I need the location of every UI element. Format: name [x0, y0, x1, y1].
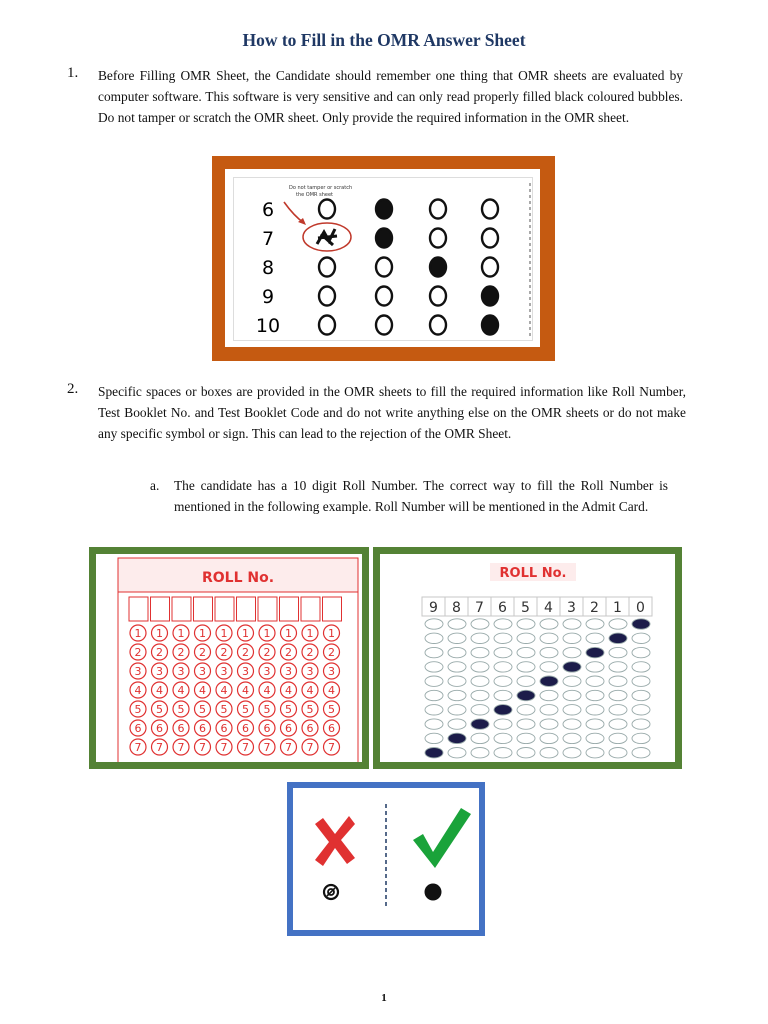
empty-roll-bubble	[586, 690, 604, 700]
empty-roll-bubble	[471, 676, 489, 686]
filled-bubble	[430, 258, 446, 277]
roll-bubble-digit: 6	[134, 722, 142, 735]
empty-roll-bubble	[494, 748, 512, 758]
written-roll-digit: 6	[498, 600, 507, 616]
cross-icon	[315, 816, 355, 866]
empty-roll-bubble	[517, 733, 535, 743]
roll-bubble-digit: 1	[156, 627, 163, 640]
written-roll-digit: 8	[452, 600, 461, 616]
empty-roll-bubble	[586, 619, 604, 629]
empty-bubble	[482, 229, 498, 248]
empty-roll-bubble	[517, 748, 535, 758]
filled-roll-bubble	[609, 633, 627, 643]
empty-roll-bubble	[448, 719, 466, 729]
empty-roll-bubble	[448, 705, 466, 715]
filled-roll-bubble	[448, 733, 466, 743]
written-roll-digit: 1	[613, 600, 622, 616]
roll-bubble-digit: 3	[328, 665, 335, 678]
empty-bubble	[319, 200, 335, 219]
roll-no-blank-svg	[96, 554, 362, 762]
empty-roll-bubble	[540, 748, 558, 758]
filled-roll-bubble	[425, 748, 443, 758]
empty-roll-bubble	[540, 690, 558, 700]
empty-roll-bubble	[494, 647, 512, 657]
row-label-8: 8	[261, 257, 275, 279]
empty-roll-bubble	[471, 748, 489, 758]
empty-roll-bubble	[494, 690, 512, 700]
roll-bubble-digit: 5	[156, 703, 163, 716]
empty-roll-bubble	[540, 705, 558, 715]
empty-roll-bubble	[517, 647, 535, 657]
empty-roll-bubble	[448, 690, 466, 700]
roll-bubble-digit: 7	[156, 741, 163, 754]
roll-bubble-digit: 2	[156, 646, 163, 659]
item-2a-text: The candidate has a 10 digit Roll Number. The correct way to fill the Roll Number is mentioned in the following example. Roll Number will be mentioned in the Admit Card.	[174, 478, 668, 514]
roll-bubble-digit: 1	[263, 627, 271, 640]
empty-roll-bubble	[471, 633, 489, 643]
page-number: 1	[381, 992, 387, 1004]
roll-bubble-digit: 2	[220, 646, 228, 659]
item-1-text: Before Filling OMR Sheet, the Candidate should remember one thing that OMR sheets are evaluated by computer software. This software is very sensitive and can only read properly filled black coloured bubbles. Do not tamper or scratch the OMR sheet. Only provide the required information in the OMR sheet.	[98, 68, 683, 125]
roll-bubble-digit: 4	[306, 684, 314, 697]
empty-roll-bubble	[517, 719, 535, 729]
empty-roll-bubble	[586, 748, 604, 758]
item-1-number: 1.	[67, 65, 79, 81]
roll-bubble-digit: 6	[263, 722, 271, 735]
empty-roll-bubble	[448, 676, 466, 686]
roll-bubble-digit: 5	[177, 703, 185, 716]
empty-roll-bubble	[563, 633, 581, 643]
roll-bubble-digit: 7	[199, 741, 206, 754]
roll-bubble-digit: 6	[177, 722, 185, 735]
empty-roll-bubble	[609, 676, 627, 686]
roll-bubble-digit: 6	[242, 722, 249, 735]
empty-roll-bubble	[494, 719, 512, 729]
empty-roll-bubble	[563, 676, 581, 686]
roll-bubble-digit: 7	[285, 741, 292, 754]
roll-bubble-digit: 4	[156, 684, 163, 697]
empty-roll-bubble	[425, 719, 443, 729]
empty-roll-bubble	[586, 705, 604, 715]
item-2-text: Specific spaces or boxes are provided in the OMR sheets to fill the required information like Roll Number, Test Booklet No. and Test Booklet Code and do not write anything else on the OMR sheets or do not make any specific symbol or sign. This can lead to the rejection of the OMR Sheet.	[98, 384, 686, 441]
empty-roll-bubble	[471, 690, 489, 700]
roll-bubble-digit: 3	[199, 665, 206, 678]
empty-bubble	[430, 200, 446, 219]
empty-roll-bubble	[563, 719, 581, 729]
roll-bubble-digit: 5	[306, 703, 314, 716]
empty-roll-bubble	[632, 690, 650, 700]
roll-bubble-digit: 4	[242, 684, 249, 697]
filled-bubble	[376, 229, 392, 248]
empty-roll-bubble	[632, 748, 650, 758]
roll-bubble-digit: 5	[263, 703, 271, 716]
empty-roll-bubble	[471, 619, 489, 629]
empty-roll-bubble	[448, 619, 466, 629]
mark-comparison-panel	[293, 788, 479, 930]
empty-roll-bubble	[425, 633, 443, 643]
roll-bubble-digit: 4	[285, 684, 292, 697]
filled-roll-bubble	[471, 719, 489, 729]
empty-roll-bubble	[563, 619, 581, 629]
roll-bubble-digit: 2	[134, 646, 142, 659]
empty-roll-bubble	[471, 662, 489, 672]
omr-bubble-figure-inner	[225, 169, 540, 347]
roll-digit-box	[323, 597, 342, 621]
empty-roll-bubble	[425, 690, 443, 700]
empty-roll-bubble	[448, 633, 466, 643]
empty-bubble	[482, 200, 498, 219]
filled-roll-bubble	[563, 662, 581, 672]
roll-bubble-digit: 3	[242, 665, 249, 678]
roll-digit-box	[280, 597, 299, 621]
empty-roll-bubble	[540, 733, 558, 743]
roll-bubble-digit: 5	[199, 703, 206, 716]
roll-bubble-digit: 4	[328, 684, 335, 697]
roll-bubble-digit: 4	[177, 684, 185, 697]
annotation-line-2: the OMR sheet	[296, 192, 333, 198]
roll-bubble-digit: 7	[328, 741, 335, 754]
empty-roll-bubble	[609, 748, 627, 758]
empty-roll-bubble	[494, 733, 512, 743]
roll-bubble-digit: 2	[285, 646, 292, 659]
empty-roll-bubble	[609, 647, 627, 657]
roll-bubble-digit: 2	[242, 646, 249, 659]
empty-roll-bubble	[471, 733, 489, 743]
roll-no-filled-svg	[380, 554, 675, 762]
empty-roll-bubble	[586, 733, 604, 743]
roll-bubble-digit: 5	[220, 703, 228, 716]
roll-bubble-digit: 5	[242, 703, 249, 716]
roll-bubble-digit: 6	[220, 722, 228, 735]
empty-roll-bubble	[448, 662, 466, 672]
roll-bubble-digit: 1	[199, 627, 206, 640]
wrong-mark-bubble-icon	[324, 885, 338, 899]
filled-roll-bubble	[586, 647, 604, 657]
roll-bubble-digit: 5	[285, 703, 292, 716]
empty-roll-bubble	[586, 633, 604, 643]
roll-bubble-digit: 2	[177, 646, 185, 659]
roll-bubble-digit: 2	[306, 646, 314, 659]
roll-bubble-digit: 3	[263, 665, 271, 678]
empty-roll-bubble	[494, 619, 512, 629]
filled-bubble	[376, 200, 392, 219]
row-label-9: 9	[261, 286, 275, 308]
empty-roll-bubble	[609, 619, 627, 629]
row-label-6: 6	[261, 199, 275, 221]
row-label-10: 10	[255, 315, 281, 337]
empty-roll-bubble	[632, 719, 650, 729]
empty-roll-bubble	[540, 662, 558, 672]
roll-bubble-digit: 1	[242, 627, 249, 640]
empty-bubble	[430, 287, 446, 306]
correct-mark-bubble-icon	[425, 884, 442, 901]
omr-bubble-figure	[212, 156, 555, 361]
empty-roll-bubble	[632, 662, 650, 672]
annotation-line-1: Do not tamper or scratch	[289, 185, 353, 191]
empty-roll-bubble	[540, 619, 558, 629]
roll-bubble-digit: 1	[177, 627, 185, 640]
empty-roll-bubble	[632, 705, 650, 715]
empty-roll-bubble	[586, 662, 604, 672]
roll-no-blank-title: ROLL No.	[201, 570, 275, 586]
row-label-7: 7	[261, 228, 275, 250]
roll-bubble-digit: 2	[263, 646, 271, 659]
empty-roll-bubble	[517, 705, 535, 715]
empty-roll-bubble	[471, 705, 489, 715]
empty-bubble	[430, 229, 446, 248]
empty-roll-bubble	[494, 662, 512, 672]
roll-no-filled-panel	[380, 554, 675, 762]
roll-bubble-digit: 1	[306, 627, 314, 640]
roll-digit-box	[215, 597, 234, 621]
item-2a-marker: a.	[150, 478, 160, 493]
omr-bubble-grid	[233, 177, 533, 341]
empty-roll-bubble	[425, 662, 443, 672]
roll-no-blank-figure	[89, 547, 369, 769]
roll-digit-box	[194, 597, 213, 621]
roll-no-blank-panel	[96, 554, 362, 762]
roll-no-filled-figure	[373, 547, 682, 769]
empty-roll-bubble	[517, 619, 535, 629]
written-roll-digit: 2	[590, 600, 599, 616]
written-roll-digit: 4	[544, 600, 553, 616]
page-title: How to Fill in the OMR Answer Sheet	[242, 30, 526, 50]
omr-bubble-grid-svg	[234, 178, 532, 340]
empty-roll-bubble	[632, 676, 650, 686]
empty-roll-bubble	[563, 690, 581, 700]
roll-digit-box	[129, 597, 148, 621]
empty-roll-bubble	[540, 719, 558, 729]
empty-roll-bubble	[632, 733, 650, 743]
roll-bubble-digit: 4	[134, 684, 142, 697]
empty-roll-bubble	[540, 633, 558, 643]
roll-bubble-digit: 7	[263, 741, 271, 754]
roll-bubble-digit: 4	[263, 684, 271, 697]
roll-bubble-digit: 6	[328, 722, 335, 735]
roll-digit-box	[237, 597, 256, 621]
empty-roll-bubble	[448, 647, 466, 657]
empty-roll-bubble	[632, 633, 650, 643]
empty-bubble	[376, 287, 392, 306]
roll-bubble-digit: 6	[199, 722, 206, 735]
empty-roll-bubble	[494, 676, 512, 686]
roll-bubble-digit: 5	[328, 703, 335, 716]
empty-bubble	[319, 258, 335, 277]
filled-roll-bubble	[540, 676, 558, 686]
empty-bubble	[319, 316, 335, 335]
empty-roll-bubble	[425, 733, 443, 743]
roll-bubble-digit: 1	[220, 627, 228, 640]
empty-roll-bubble	[563, 733, 581, 743]
roll-bubble-digit: 6	[306, 722, 314, 735]
empty-roll-bubble	[494, 633, 512, 643]
check-icon	[413, 808, 471, 868]
roll-bubble-digit: 7	[134, 741, 142, 754]
roll-digit-box	[151, 597, 170, 621]
roll-bubble-digit: 1	[328, 627, 335, 640]
roll-bubble-digit: 6	[156, 722, 163, 735]
empty-roll-bubble	[425, 619, 443, 629]
roll-bubble-digit: 3	[177, 665, 185, 678]
empty-roll-bubble	[540, 647, 558, 657]
roll-bubble-digit: 1	[134, 627, 142, 640]
empty-roll-bubble	[517, 633, 535, 643]
roll-bubble-digit: 5	[134, 703, 142, 716]
mark-comparison-figure	[287, 782, 485, 936]
empty-roll-bubble	[609, 719, 627, 729]
empty-roll-bubble	[563, 748, 581, 758]
roll-bubble-digit: 1	[285, 627, 292, 640]
item-2-number: 2.	[67, 381, 79, 397]
written-roll-digit: 7	[475, 600, 484, 616]
empty-roll-bubble	[517, 662, 535, 672]
roll-bubble-digit: 7	[306, 741, 314, 754]
empty-roll-bubble	[632, 647, 650, 657]
empty-roll-bubble	[471, 647, 489, 657]
roll-bubble-digit: 3	[134, 665, 142, 678]
written-roll-digit: 3	[567, 600, 576, 616]
roll-digit-box	[301, 597, 320, 621]
empty-bubble	[430, 316, 446, 335]
roll-digit-box	[258, 597, 277, 621]
empty-roll-bubble	[425, 705, 443, 715]
roll-bubble-digit: 7	[177, 741, 185, 754]
empty-bubble	[482, 258, 498, 277]
scribble-mark	[317, 229, 337, 245]
empty-roll-bubble	[425, 676, 443, 686]
empty-roll-bubble	[425, 647, 443, 657]
roll-bubble-digit: 3	[156, 665, 163, 678]
roll-bubble-digit: 7	[242, 741, 249, 754]
empty-roll-bubble	[609, 705, 627, 715]
filled-bubble	[482, 287, 498, 306]
roll-bubble-digit: 2	[328, 646, 335, 659]
roll-bubble-digit: 3	[220, 665, 228, 678]
filled-roll-bubble	[517, 690, 535, 700]
empty-roll-bubble	[609, 690, 627, 700]
empty-roll-bubble	[609, 733, 627, 743]
roll-bubble-digit: 6	[285, 722, 292, 735]
empty-bubble	[376, 258, 392, 277]
written-roll-digit: 5	[521, 600, 530, 616]
roll-bubble-digit: 7	[220, 741, 228, 754]
empty-roll-bubble	[448, 748, 466, 758]
written-roll-digit: 9	[429, 600, 438, 616]
roll-bubble-digit: 2	[199, 646, 206, 659]
mark-comparison-svg	[293, 788, 479, 930]
roll-digit-box	[172, 597, 191, 621]
empty-bubble	[319, 287, 335, 306]
written-roll-digit: 0	[636, 600, 645, 616]
filled-bubble	[482, 316, 498, 335]
empty-roll-bubble	[586, 719, 604, 729]
empty-roll-bubble	[517, 676, 535, 686]
roll-bubble-digit: 3	[285, 665, 292, 678]
empty-roll-bubble	[563, 647, 581, 657]
filled-roll-bubble	[494, 705, 512, 715]
empty-roll-bubble	[563, 705, 581, 715]
roll-no-filled-title: ROLL No.	[499, 566, 567, 581]
roll-bubble-digit: 4	[220, 684, 228, 697]
filled-roll-bubble	[632, 619, 650, 629]
empty-bubble	[376, 316, 392, 335]
roll-bubble-digit: 4	[199, 684, 206, 697]
roll-bubble-digit: 3	[306, 665, 314, 678]
empty-roll-bubble	[609, 662, 627, 672]
empty-roll-bubble	[586, 676, 604, 686]
